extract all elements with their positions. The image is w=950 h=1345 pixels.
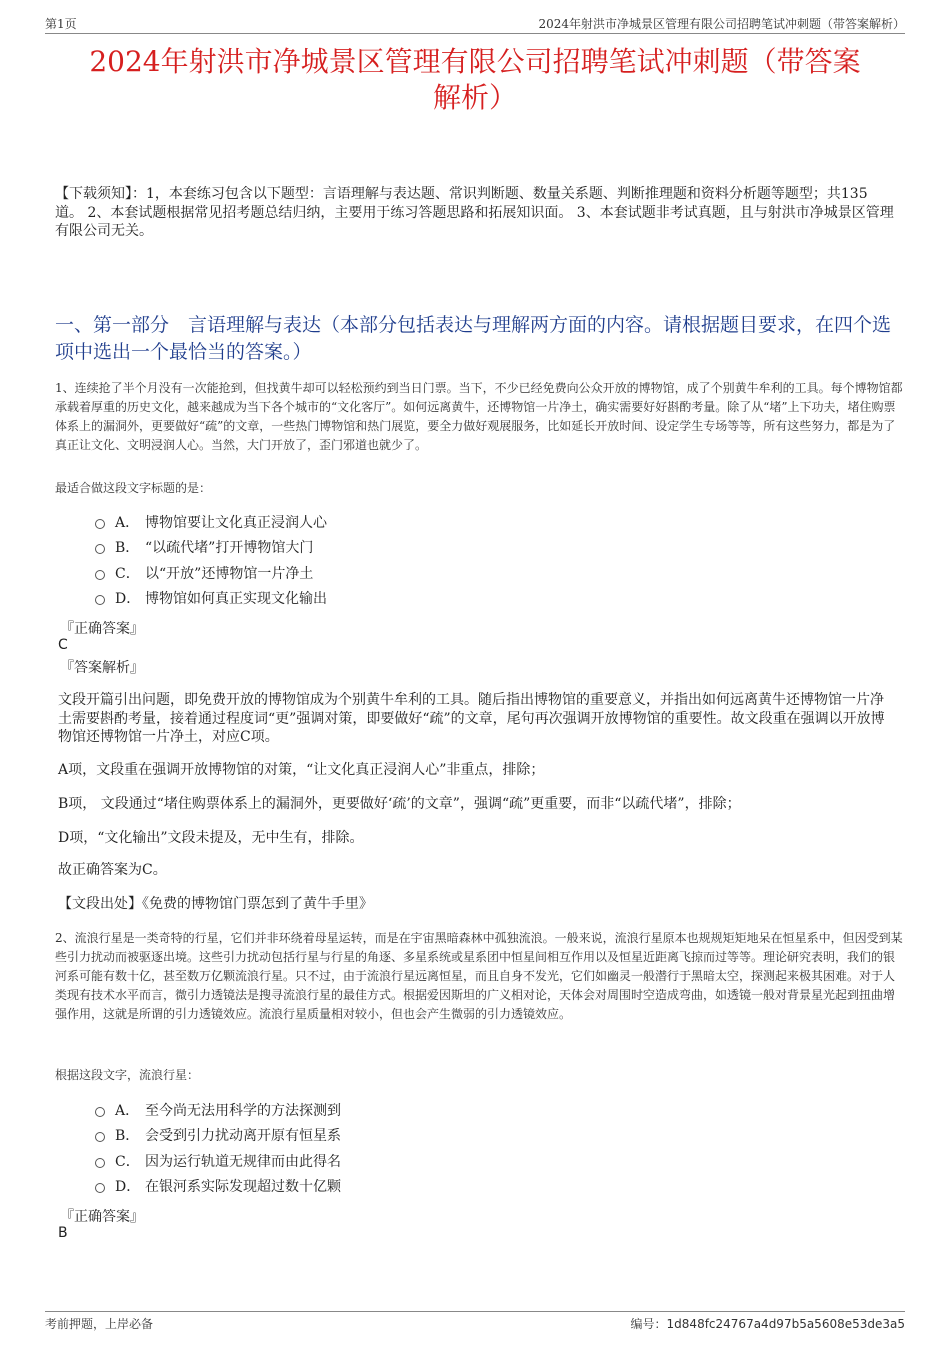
q1-analysis-conclusion: 故正确答案为C。 (58, 862, 167, 878)
q1-option-b[interactable] (95, 535, 495, 561)
q2-options (95, 1097, 495, 1199)
q1-source: 【文段出处】《免费的博物馆门票怎到了黄牛手里》 (58, 896, 373, 912)
q1-analysis-label: 『答案解析』 (60, 660, 144, 676)
radio-icon[interactable] (95, 1158, 105, 1168)
q2-option-a[interactable] (95, 1097, 495, 1123)
page-number: 第1页 (45, 17, 77, 31)
option-text: 会受到引力扰动离开原有恒星系 (145, 1128, 341, 1145)
option-text: 以“开放”还博物馆一片净土 (145, 565, 314, 582)
option-text: “以疏代堵”打开博物馆大门 (145, 540, 314, 557)
option-letter: A． (115, 514, 140, 531)
page-footer (45, 1311, 905, 1331)
q1-answer: C (58, 637, 68, 653)
q1-option-c[interactable] (95, 560, 495, 586)
q1-correct-label: 『正确答案』 (60, 621, 144, 637)
q2-correct-label: 『正确答案』 (60, 1209, 144, 1225)
radio-icon[interactable] (95, 544, 105, 554)
option-letter: D． (115, 1179, 141, 1196)
q1-passage: 1、连续抢了半个月没有一次能抢到，但找黄牛却可以轻松预约到当日门票。当下，不少已经免费向公众开放的博物馆，成了个别黄牛牟利的工具。每个博物馆都承载着厚重的历史文化，越来越成为当下各个城市的“文化客厅”。如何远离黄牛，还博物馆一片净土，确实需要好好斟酌考量。除了从“堵”上下功夫，堵住购票体系上的漏洞外，更要做好“疏”的文章，一些热门博物馆和热门展览，要全力做好观展服务，比如延长开放时间、设定学生专场等等，所有这些努力，都是为了真正让文化、文明浸润人心。当然，大门开放了，歪门邪道也就少了。 (55, 381, 903, 452)
option-letter: B． (115, 1128, 140, 1145)
q2-option-c[interactable] (95, 1148, 495, 1174)
page-header (45, 15, 905, 34)
q1-option-a[interactable] (95, 509, 495, 535)
option-text: 博物馆如何真正实现文化输出 (145, 591, 327, 608)
option-letter: A． (115, 1102, 140, 1119)
option-letter: C． (115, 565, 140, 582)
download-notice: 【下载须知】：1，本套练习包含以下题型：言语理解与表达题、常识判断题、数量关系题、判断推理题和资料分析题等题型；共135道。 2、本套试题根据常见招考题总结归纳，主要用于练习答题思路和拓展知识面。 3、本套试题非考试真题，且与射洪市净城景区管理有限公司无关。 (55, 186, 894, 239)
q2-question: 根据这段文字，流浪行星： (55, 1068, 200, 1082)
option-text: 在银河系实际发现超过数十亿颗 (145, 1179, 341, 1196)
q1-analysis-b: B项， 文段通过“堵住购票体系上的漏洞外，更要做好‘疏’的文章”，强调“疏”更重要，而非“以疏代堵”，排除； (58, 796, 741, 812)
q1-option-d[interactable] (95, 586, 495, 612)
q1-analysis-d: D项，“文化输出”文段未提及，无中生有，排除。 (58, 830, 364, 846)
radio-icon[interactable] (95, 595, 105, 605)
q2-passage: 2、流浪行星是一类奇特的行星，它们并非环绕着母星运转，而是在宇宙黑暗森林中孤独流浪。一般来说，流浪行星原本也规规矩矩地呆在恒星系中，但因受到某些引力扰动而被驱逐出境。这些引力扰动包括行星与行星的角逐、多星系统或星系团中恒星间相互作用以及恒星近距离飞掠而过等等。理论研究表明，我们的银河系可能有数十亿，甚至数万亿颗流浪行星。只不过，由于流浪行星远离恒星，而且自身不发光，它们如幽灵一般潜行于黑暗太空，探测起来极其困难。对于人类现有技术水平而言，微引力透镜法是搜寻流浪行星的最佳方式。根据爱因斯坦的广义相对论，天体会对周围时空造成弯曲，如透镜一般对背景星光起到扭曲增强作用，这就是所谓的引力透镜效应。流浪行星质量相对较小，但也会产生微弱的引力透镜效应。 (55, 931, 903, 1021)
header-doc-title: 2024年射洪市净城景区管理有限公司招聘笔试冲刺题（带答案解析） (538, 17, 905, 31)
option-text: 因为运行轨道无规律而由此得名 (145, 1153, 341, 1170)
q1-options (95, 509, 495, 611)
option-text: 博物馆要让文化真正浸润人心 (145, 514, 327, 531)
option-text: 至今尚无法用科学的方法探测到 (145, 1102, 341, 1119)
footer-slogan: 考前押题，上岸必备 (45, 1317, 154, 1331)
section-heading: 一、第一部分 言语理解与表达（本部分包括表达与理解两方面的内容。请根据题目要求，在四个选项中选出一个最恰当的答案。） (55, 314, 892, 363)
q1-question: 最适合做这段文字标题的是： (55, 481, 212, 495)
footer-code-label: 编号： (630, 1317, 667, 1331)
q2-answer: B (58, 1225, 68, 1241)
q2-option-b[interactable] (95, 1123, 495, 1149)
option-letter: C． (115, 1153, 140, 1170)
radio-icon[interactable] (95, 519, 105, 529)
footer-code-value: 1d848fc24767a4d97b5a5608e53de3a5 (666, 1317, 905, 1331)
option-letter: D． (115, 591, 141, 608)
q2-option-d[interactable] (95, 1174, 495, 1200)
document-title (45, 44, 905, 116)
q1-analysis-main: 文段开篇引出问题，即免费开放的博物馆成为个别黄牛牟利的工具。随后指出博物馆的重要意义，并指出如何远离黄牛还博物馆一片净土需要斟酌考量，接着通过程度词“更”强调对策，即要做好“疏”的文章，尾句再次强调开放博物馆的重要性。故文段重在强调以开放博物馆还博物馆一片净土，对应C项。 (58, 692, 885, 745)
radio-icon[interactable] (95, 1132, 105, 1142)
q1-analysis-a: A项，文段重在强调开放博物馆的对策，“让文化真正浸润人心”非重点，排除； (58, 762, 545, 778)
option-letter: B． (115, 540, 140, 557)
title-line-2: 解析） (432, 81, 517, 114)
footer-code (631, 1315, 905, 1332)
radio-icon[interactable] (95, 1107, 105, 1117)
title-line-1: 2024年射洪市净城景区管理有限公司招聘笔试冲刺题（带答案 (89, 45, 861, 78)
radio-icon[interactable] (95, 1183, 105, 1193)
radio-icon[interactable] (95, 570, 105, 580)
